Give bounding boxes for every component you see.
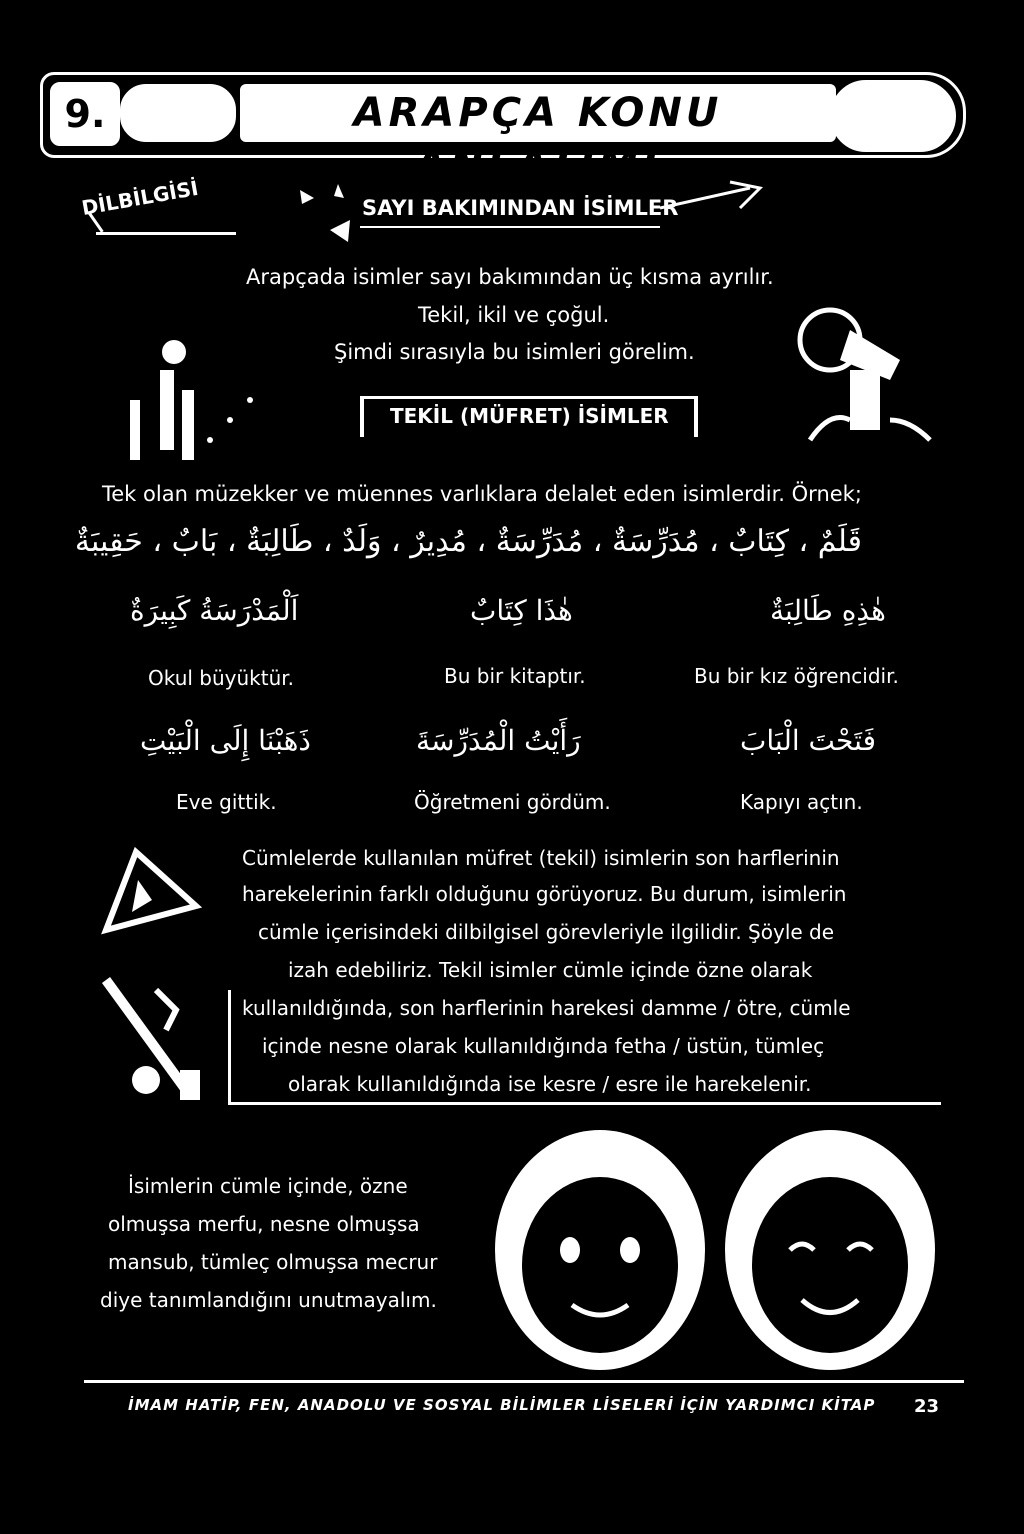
- reminder-line-3: mansub, tümleç olmuşsa mecrur: [108, 1250, 438, 1274]
- explanation-line-2: harekelerinin farklı olduğunu görüyoruz. Bu durum, isimlerin: [242, 882, 847, 906]
- intro-line-2: Tekil, ikil ve çoğul.: [418, 303, 610, 327]
- example-turkish-3: Okul büyüktür.: [148, 666, 295, 690]
- example-arabic-6: ذَهَبْنَا إِلَى الْبَيْتِ: [140, 724, 311, 757]
- definition-text: Tek olan müzekker ve müennes varlıklara delalet eden isimlerdir. Örnek;: [102, 482, 862, 506]
- intro-line-3: Şimdi sırasıyla bu isimleri görelim.: [334, 340, 695, 364]
- explanation-line-4: izah edebiliriz. Tekil isimler cümle içinde özne olarak: [288, 958, 813, 982]
- example-turkish-1: Bu bir kız öğrencidir.: [694, 664, 899, 688]
- cartoon-children-icon: [490, 1120, 950, 1380]
- explanation-line-7: olarak kullanıldığında ise kesre / esre ile harekelenir.: [288, 1072, 812, 1096]
- example-arabic-5: رَأَيْتُ الْمُدَرِّسَةَ: [416, 724, 581, 757]
- example-arabic-3: اَلْمَدْرَسَةُ كَبِيرَةٌ: [130, 594, 299, 627]
- arabic-word-list: قَلَمٌ ، كِتَابٌ ، مُدَرِّسَةٌ ، مُدَرِّسَةٌ ، مُدِيرٌ ، وَلَدٌ ، طَالِبَةٌ ، بَابٌ ، حَقِيبَةٌ: [74, 524, 862, 559]
- explanation-line-5: kullanıldığında, son harflerinin harekesi damme / ötre, cümle: [242, 996, 851, 1020]
- section-tag: DİLBİLGİSİ: [79, 175, 201, 220]
- explanation-line-1: Cümlelerde kullanılan müfret (tekil) isimlerin son harflerinin: [242, 846, 840, 870]
- example-turkish-2: Bu bir kitaptır.: [444, 664, 586, 688]
- arrow-icon: [660, 178, 770, 218]
- banner-decoration-oval: [830, 80, 956, 152]
- example-arabic-1: هٰذِهِ طَالِبَةٌ: [770, 594, 886, 627]
- section-title: SAYI BAKIMINDAN İSİMLER: [362, 196, 679, 220]
- footer-divider: [84, 1380, 964, 1383]
- hammer-figure-icon: [96, 970, 216, 1110]
- footer-book-title: İMAM HATİP, FEN, ANADOLU VE SOSYAL BİLİMLER LİSELERİ İÇİN YARDIMCI KİTAP: [128, 1396, 876, 1414]
- warning-icon: [96, 846, 206, 936]
- example-arabic-4: فَتَحْتَ الْبَابَ: [740, 724, 876, 757]
- tag-underline: [96, 232, 236, 235]
- pointing-figure-icon: [110, 300, 280, 470]
- page-number: 23: [914, 1396, 940, 1417]
- chapter-badge: 9.: [50, 82, 120, 146]
- explanation-line-6: içinde nesne olarak kullanıldığında fetha / üstün, tümleç: [262, 1034, 825, 1058]
- example-turkish-4: Kapıyı açtın.: [740, 790, 863, 814]
- intro-line-1: Arapçada isimler sayı bakımından üç kısma ayrılır.: [246, 265, 774, 289]
- reminder-line-4: diye tanımlandığını unutmayalım.: [100, 1288, 437, 1312]
- section-title-underline: [360, 226, 660, 228]
- subsection-title: TEKİL (MÜFRET) İSİMLER: [390, 404, 669, 428]
- example-turkish-5: Öğretmeni gördüm.: [414, 790, 611, 814]
- page-title: ARAPÇA KONU ANLATIMI: [240, 84, 836, 142]
- reminder-line-2: olmuşsa merfu, nesne olmuşsa: [108, 1212, 420, 1236]
- megaphone-figure-icon: [790, 300, 940, 450]
- explanation-line-3: cümle içerisindeki dilbilgisel görevleriyle ilgilidir. Şöyle de: [258, 920, 835, 944]
- example-arabic-2: هٰذَا كِتَابٌ: [470, 594, 573, 627]
- example-turkish-6: Eve gittik.: [176, 790, 277, 814]
- reminder-line-1: İsimlerin cümle içinde, özne: [128, 1174, 408, 1198]
- banner-decoration: [120, 84, 236, 142]
